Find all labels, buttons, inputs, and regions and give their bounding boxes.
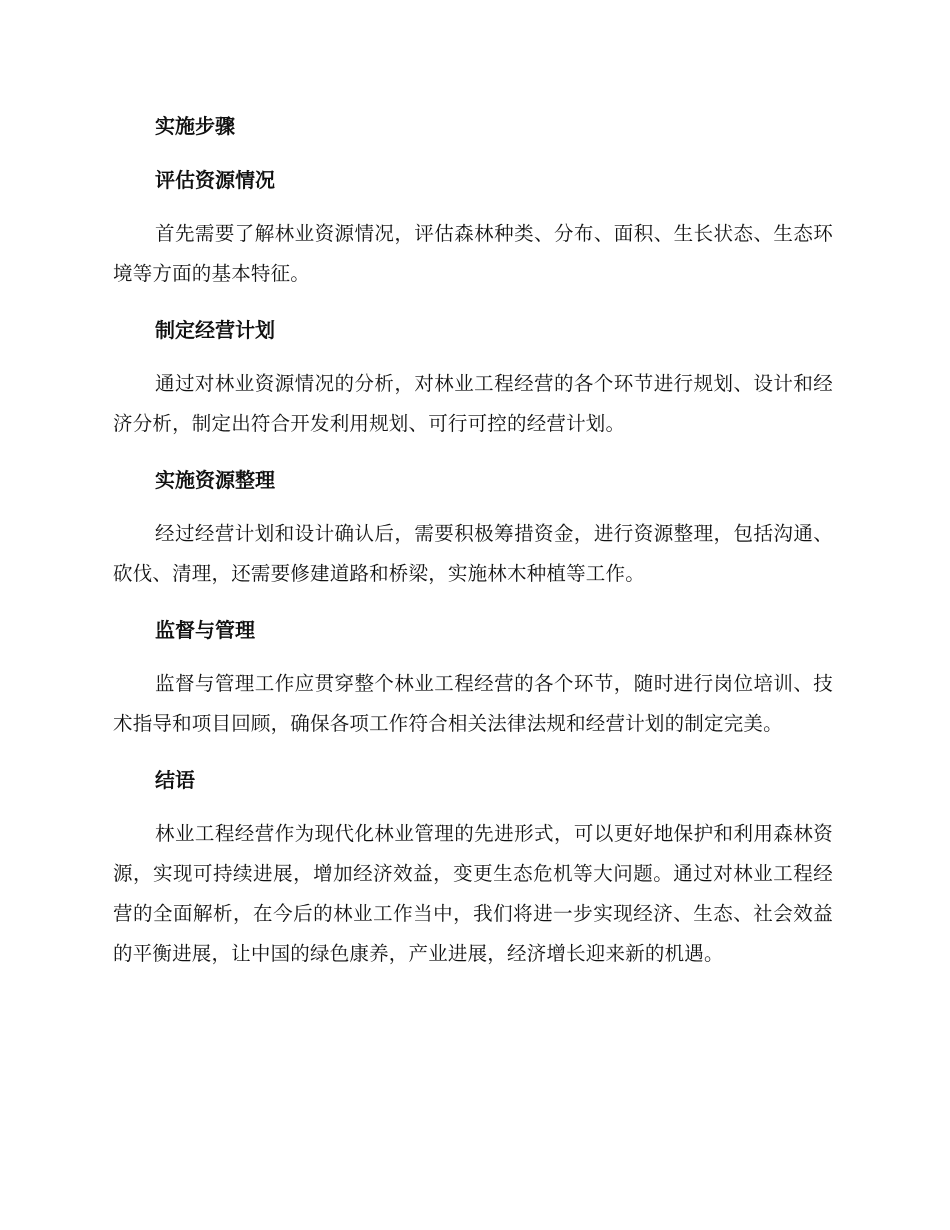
section-paragraph-resource-arrangement: 经过经营计划和设计确认后，需要积极筹措资金，进行资源整理，包括沟通、砍伐、清理，还需要修建道路和桥梁，实施林木种植等工作。	[113, 522, 833, 585]
section-paragraph-make-plan: 通过对林业资源情况的分析，对林业工程经营的各个环节进行规划、设计和经济分析，制定出符合开发利用规划、可行可控的经营计划。	[113, 372, 833, 435]
section-paragraph-supervision: 监督与管理工作应贯穿整个林业工程经营的各个环节，随时进行岗位培训、技术指导和项目回顾，确保各项工作符合相关法律法规和经营计划的制定完美。	[113, 672, 833, 735]
section-heading-resource-arrangement: 实施资源整理	[155, 468, 275, 492]
section-heading-supervision: 监督与管理	[155, 618, 255, 642]
section-heading-make-plan: 制定经营计划	[155, 318, 275, 342]
section-paragraph-conclusion: 林业工程经营作为现代化林业管理的先进形式，可以更好地保护和利用森林资源，实现可持续进展，增加经济效益，变更生态危机等大问题。通过对林业工程经营的全面解析，在今后的林业工作当中，我们将进一步实现经济、生态、社会效益的平衡进展，让中国的绿色康养，产业进展，经济增长迎来新的机遇。	[113, 822, 833, 965]
main-heading: 实施步骤	[155, 114, 235, 138]
section-paragraph-assess-resources: 首先需要了解林业资源情况，评估森林种类、分布、面积、生长状态、生态环境等方面的基本特征。	[113, 222, 833, 285]
section-heading-conclusion: 结语	[155, 768, 195, 792]
document-body	[113, 108, 833, 974]
section-heading-assess-resources: 评估资源情况	[155, 168, 275, 192]
